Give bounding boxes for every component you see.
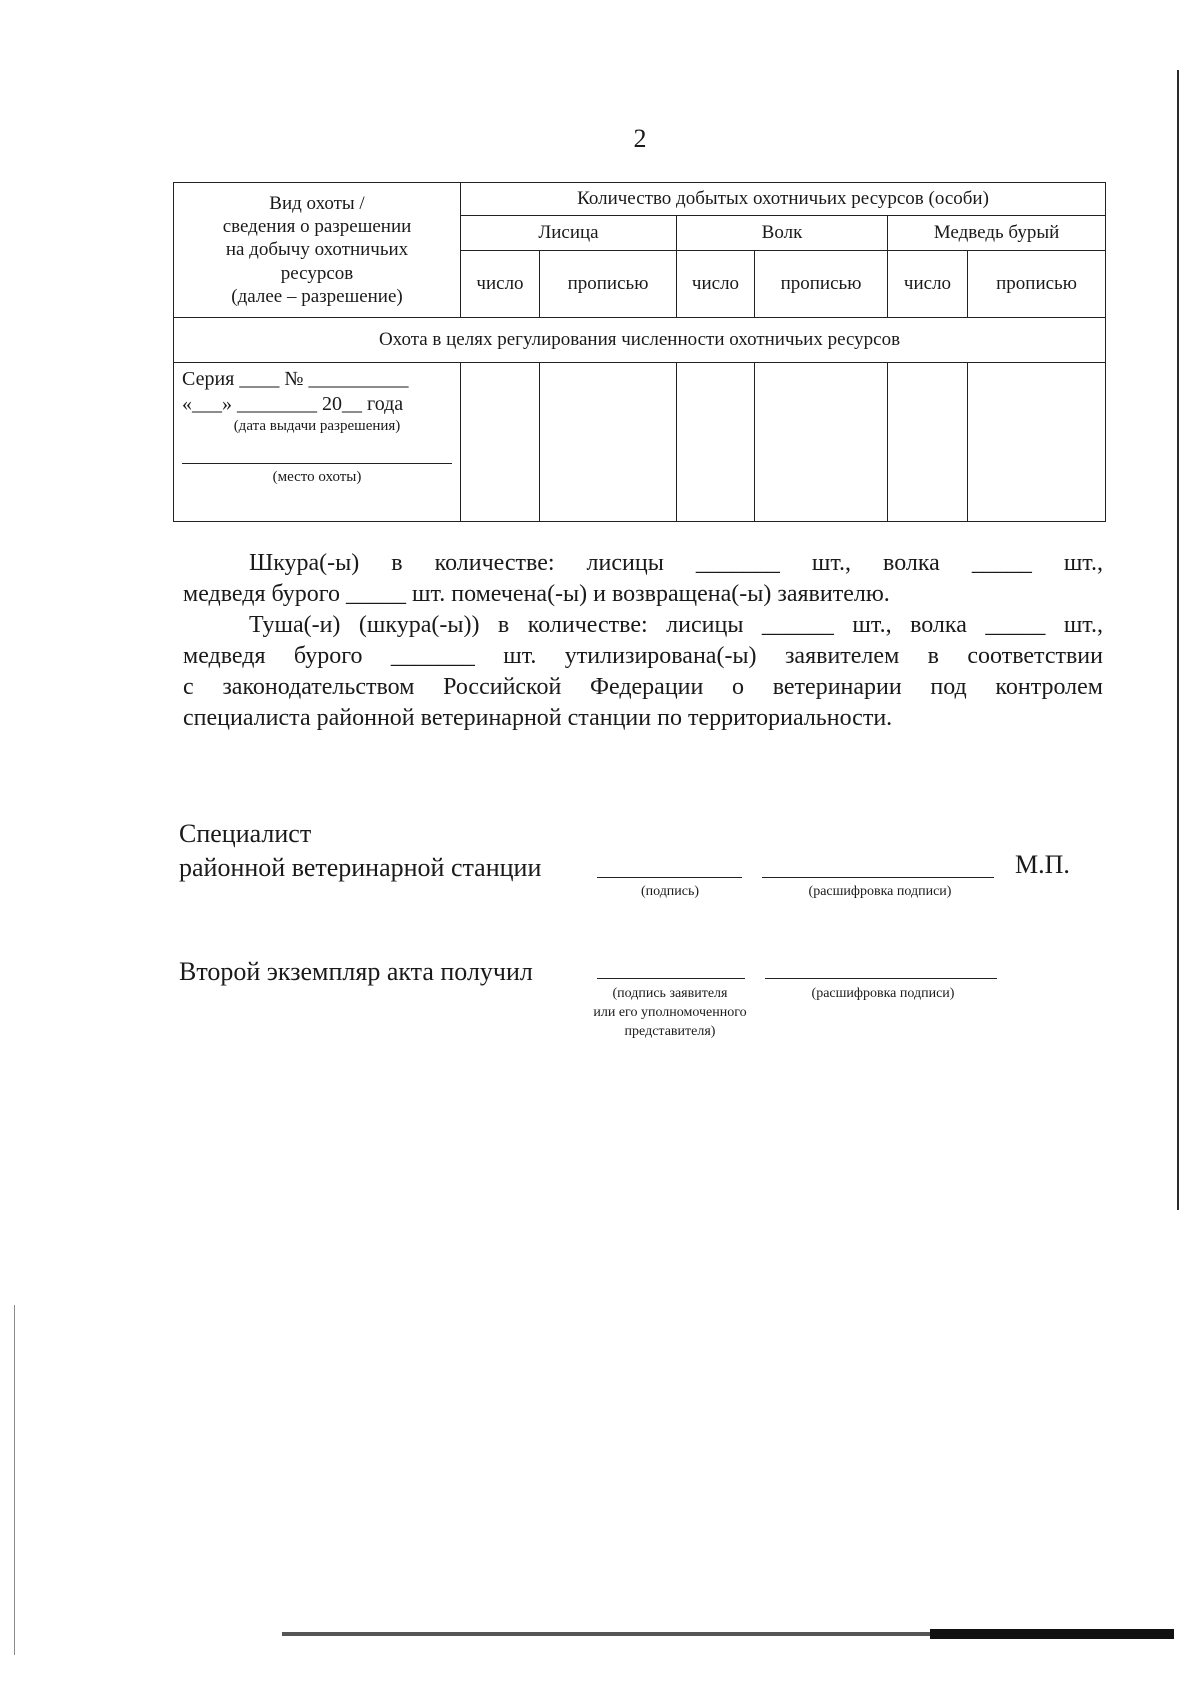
header-line: (далее – разрешение) bbox=[231, 285, 403, 307]
scan-edge-right bbox=[1177, 70, 1179, 1210]
paragraph-line: Туша(-и) (шкура(-ы)) в количестве: лисицы ______ шт., волка _____ шт., bbox=[249, 612, 1103, 638]
scan-bottom-bar-thick bbox=[930, 1629, 1174, 1639]
species-wolf: Волк bbox=[677, 216, 888, 251]
stamp-mark: М.П. bbox=[1015, 850, 1070, 879]
permit-row bbox=[174, 363, 1106, 522]
specialist-decode-line bbox=[762, 877, 994, 878]
specialist-decode-caption: (расшифровка подписи) bbox=[808, 884, 952, 899]
subheader-words: прописью bbox=[968, 251, 1106, 318]
bear-number-cell bbox=[888, 363, 968, 522]
table-header-row bbox=[174, 183, 1106, 216]
subheader-number: число bbox=[677, 251, 755, 318]
caption-line: (подпись заявителя bbox=[612, 986, 728, 1001]
receiver-signature-line bbox=[597, 978, 745, 979]
permit-date-line: «___» ________ 20__ года bbox=[182, 393, 404, 415]
species-bear: Медведь бурый bbox=[888, 216, 1106, 251]
permit-place-blank bbox=[182, 437, 452, 464]
page-number: 2 bbox=[633, 124, 647, 153]
header-hunt-type bbox=[174, 183, 461, 318]
receiver-title: Второй экземпляр акта получил bbox=[179, 957, 533, 986]
scan-edge-left bbox=[14, 1305, 15, 1655]
bear-words-cell bbox=[968, 363, 1106, 522]
paragraph-line: Шкура(-ы) в количестве: лисицы _______ шт., волка _____ шт., bbox=[249, 550, 1103, 576]
receiver-signature-caption bbox=[560, 984, 780, 1041]
permit-series-line: Серия ____ № __________ bbox=[182, 368, 409, 390]
subheader-number: число bbox=[461, 251, 540, 318]
header-quantity: Количество добытых охотничьих ресурсов (особи) bbox=[461, 183, 1106, 216]
subheader-words: прописью bbox=[755, 251, 888, 318]
permit-cell bbox=[174, 363, 461, 522]
fox-number-cell bbox=[461, 363, 540, 522]
wolf-number-cell bbox=[677, 363, 755, 522]
receiver-decode-line bbox=[765, 978, 997, 979]
header-line: сведения о разрешении bbox=[222, 216, 412, 238]
fox-words-cell bbox=[540, 363, 677, 522]
header-line: Вид охоты / bbox=[269, 193, 365, 215]
wolf-words-cell bbox=[755, 363, 888, 522]
permit-date-caption: (дата выдачи разрешения) bbox=[233, 418, 401, 434]
specialist-signature-caption: (подпись) bbox=[640, 884, 700, 899]
species-fox: Лисица bbox=[461, 216, 677, 251]
specialist-signature-line bbox=[597, 877, 742, 878]
subheader-words: прописью bbox=[540, 251, 677, 318]
specialist-title: Специалист bbox=[179, 819, 312, 848]
subheader-number: число bbox=[888, 251, 968, 318]
caption-line: или его уполномоченного bbox=[593, 1005, 747, 1020]
header-line: ресурсов bbox=[280, 262, 354, 284]
paragraph-line: медведя бурого _______ шт. утилизирована(-ы) заявителем в соответствии bbox=[183, 643, 1103, 669]
receiver-decode-caption: (расшифровка подписи) bbox=[811, 986, 955, 1001]
specialist-station: районной ветеринарной станции bbox=[179, 853, 542, 882]
section-row bbox=[174, 318, 1106, 363]
section-title: Охота в целях регулирования численности охотничьих ресурсов bbox=[174, 318, 1106, 363]
caption-line: представителя) bbox=[624, 1024, 716, 1039]
paragraph-line: специалиста районной ветеринарной станции по территориальности. bbox=[183, 705, 893, 731]
harvest-table bbox=[173, 182, 1106, 522]
paragraph-line: медведя бурого _____ шт. помечена(-ы) и возвращена(-ы) заявителю. bbox=[183, 581, 890, 607]
paragraph-line: с законодательством Российской Федерации о ветеринарии под контролем bbox=[183, 674, 1103, 700]
header-line: на добычу охотничьих bbox=[225, 239, 409, 261]
permit-place-caption: (место охоты) bbox=[272, 468, 362, 485]
